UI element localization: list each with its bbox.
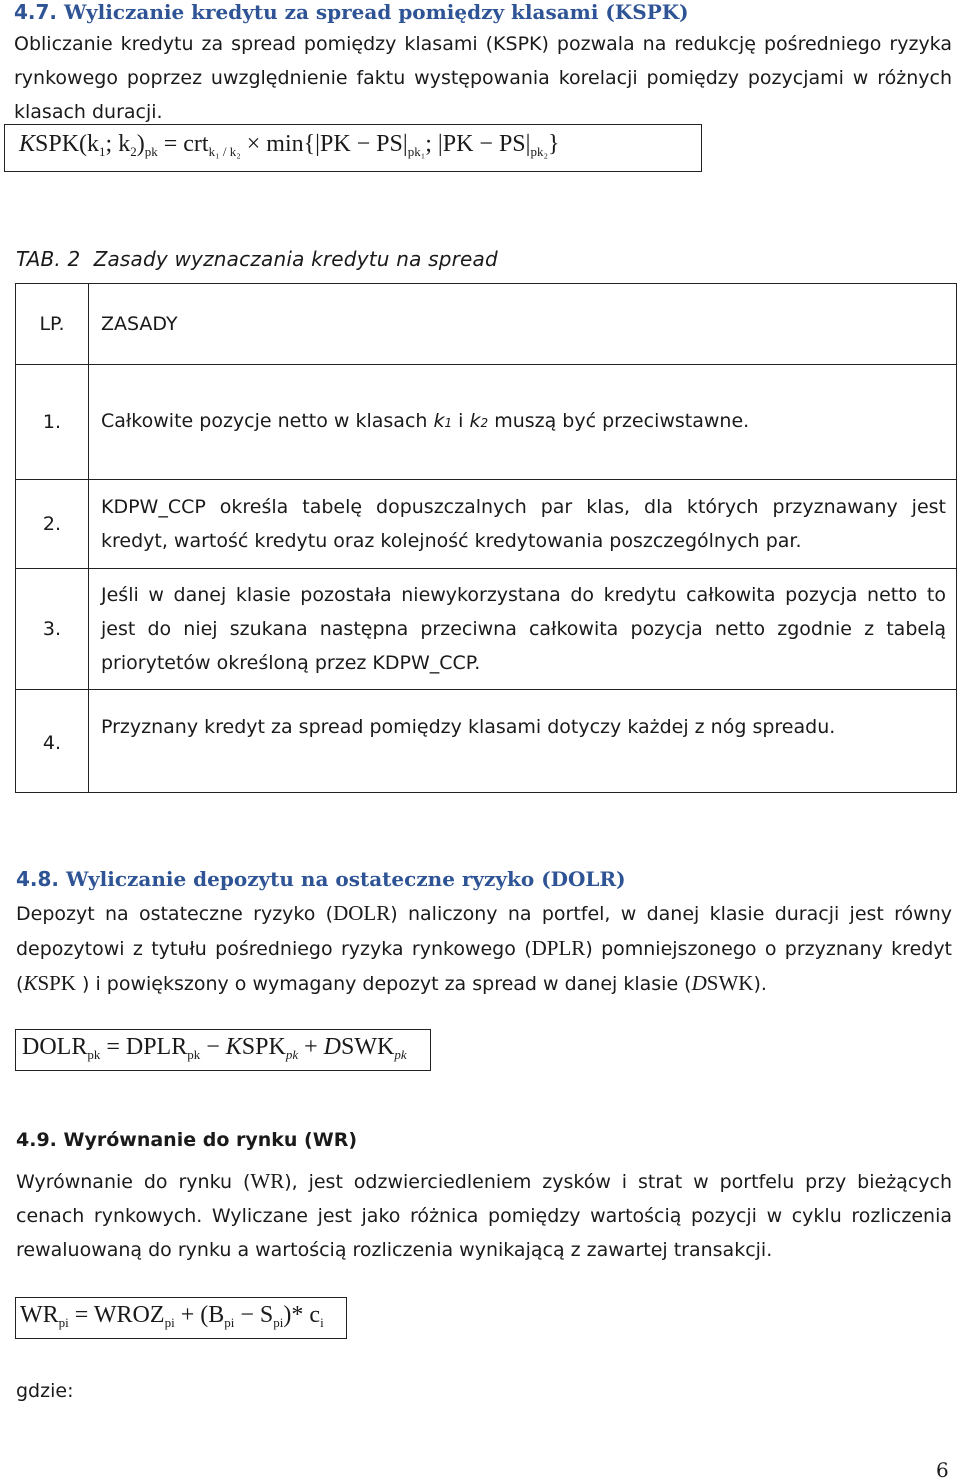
row-lp: 2.: [16, 480, 89, 569]
table-row: [16, 365, 957, 480]
row-text: Jeśli w danej klasie pozostała niewykorzystana do kredytu całkowita pozycja netto to jest do niej szukana następna przeciwna całkowita pozycja netto zgodnie z tabelą priorytetów określoną przez KDPW_CCP.: [89, 569, 957, 690]
section-4-8-heading: 4.8. Wyliczanie depozytu na ostateczne ryzyko (DOLR): [16, 867, 626, 891]
table-row: [16, 569, 957, 690]
formula-kspk: $KSPK(k_1$; $k_2)_{pk} = crt_{k_1 / k_2} \times \min\{|PK - PS|_{pk_1}$; $|PK - PS|_{pk_2}$}: [19, 131, 560, 159]
table-caption-number: TAB. 2: [16, 247, 81, 271]
row-lp: 4.: [16, 690, 89, 793]
section-number: 4.7.: [14, 0, 58, 24]
formula-dolr: $DOLR_{pk}$ = $DPLR_{pk}$ − $KSPK_{pk}$ + $DSWK_{pk}$: [22, 1034, 407, 1062]
page-number: 6: [936, 1458, 949, 1482]
gdzie-label: gdzie:: [16, 1380, 74, 1402]
table-row: [16, 690, 957, 793]
formula-dolr-box: [15, 1029, 431, 1071]
section-4-8-paragraph: Depozyt na ostateczne ryzyko (DOLR) naliczony na portfel, w danej klasie duracji jest równy depozytowi z tytułu pośredniego ryzyka rynkowego (DPLR) pomniejszonego o przyznany kredyt (KSPK ) i powiększony o wymagany depozyt za spread w danej klasie (DSWK).: [16, 901, 953, 995]
section-4-9-paragraph: Wyrównanie do rynku (WR), jest odzwierciedleniem zysków i strat w portfelu przy bieżących cenach rynkowych. Wyliczane jest jako różnica pomiędzy wartością pozycji w cyklu rozliczenia rewaluowaną do rynku a wartością rozliczenia wynikającą z zawartej transakcji.: [16, 1169, 952, 1261]
section-4-9-heading: 4.9. Wyrównanie do rynku (WR): [16, 1129, 358, 1151]
formula-kspk-box: [4, 124, 702, 172]
table-header-row: [16, 284, 957, 365]
header-zasady: ZASADY: [89, 284, 957, 365]
header-lp: LP.: [16, 284, 89, 365]
section-4-7-paragraph: Obliczanie kredytu za spread pomiędzy klasami (KSPK) pozwala na redukcję pośredniego ryzyka rynkowego poprzez uwzględnienie faktu występowania korelacji pomiędzy pozycjami w różnych klasach duracji.: [14, 33, 952, 123]
row-text: Przyznany kredyt za spread pomiędzy klasami dotyczy każdej z nóg spreadu.: [89, 690, 957, 793]
formula-wr: $WR_{pi}$ = $WROZ_{pi} + (B_{pi} - S_{pi})*$ $c_i$: [20, 1302, 324, 1330]
formula-wr-box: [15, 1297, 347, 1339]
rules-table: [15, 283, 957, 793]
row-text: KDPW_CCP określa tabelę dopuszczalnych par klas, dla których przyznawany jest kredyt, wartość kredytu oraz kolejność kredytowania poszczególnych par.: [89, 480, 957, 569]
section-4-7-heading: [14, 0, 689, 24]
table-caption: [16, 247, 498, 271]
row-lp: 3.: [16, 569, 89, 690]
row-text: Całkowite pozycje netto w klasach k1 i k2 muszą być przeciwstawne.: [89, 365, 957, 480]
row-lp: 1.: [16, 365, 89, 480]
section-title: Wyliczanie kredytu za spread pomiędzy klasami (KSPK): [64, 0, 689, 24]
table-row: [16, 480, 957, 569]
table-caption-title: Zasady wyznaczania kredytu na spread: [93, 247, 498, 271]
